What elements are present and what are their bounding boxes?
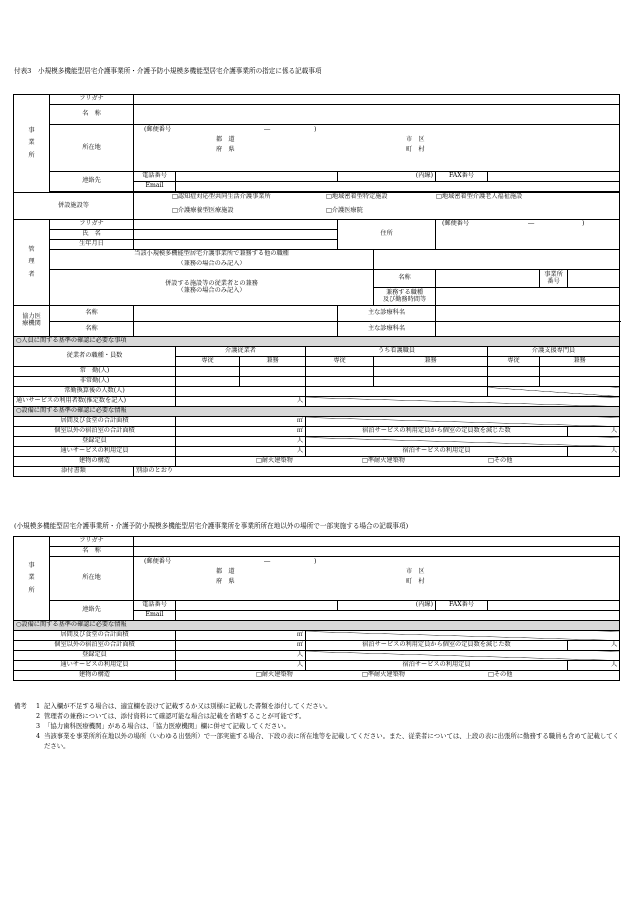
touroku-blank <box>306 437 620 447</box>
kyoryoku-shinryo1-label: 主な診療科名 <box>338 306 436 322</box>
kennmu2-label: 併設する施設等の従業者との兼務 （兼務の場合のみ記入） <box>50 270 374 306</box>
branch-fax-label: FAX番号 <box>436 601 488 611</box>
kyoryoku-label: 協力医 療機関 <box>14 306 50 337</box>
fax-field[interactable] <box>488 172 620 182</box>
kennmu1-label-b: （兼務の場合のみ記入） <box>50 260 374 270</box>
kaigo-kenmu-jokin[interactable] <box>240 367 306 377</box>
heisetsu-row1 <box>134 193 620 206</box>
kanri-name-label: 氏 名 <box>50 230 134 240</box>
note-text: 「協力歯科医療機関」がある場合は、「協力医療機関」欄に併せて記載してください。 <box>44 721 291 730</box>
kyoryoku-name1-label: 名称 <box>50 306 134 322</box>
kaigo-senju-jokin[interactable] <box>176 367 240 377</box>
branch-ext-label: (内線) <box>338 601 436 611</box>
branch-email-field[interactable] <box>176 611 620 621</box>
jokin-label: 常 勤(人) <box>14 367 176 377</box>
ext-label: (内線) <box>338 172 436 182</box>
note-num: 3 <box>36 721 41 730</box>
heisetsu-opt4[interactable]: □介護療養型医療施設 <box>172 206 234 214</box>
notes-label: 備考 <box>14 702 27 710</box>
branch-shukuhaku-teiin-label: 宿泊サービスの利用定員 <box>306 661 568 671</box>
kayoi-label: 通いサービスの利用者数(推定数を記入) <box>14 397 176 407</box>
branch-furigana-label: フリガナ <box>50 537 134 547</box>
shien-kanzan-blank <box>488 387 620 397</box>
kennmu1-field[interactable] <box>374 250 620 270</box>
kanri-postal-dash: ― <box>528 220 535 227</box>
kayoi-blank <box>306 397 620 407</box>
branch-ima-blank <box>306 631 620 641</box>
tenpu-label: 添付書類 <box>14 467 134 477</box>
branch-furigana-field[interactable] <box>134 537 620 547</box>
shien-kenmu-hijokin[interactable] <box>540 377 620 387</box>
kayoi-teiin-label: 通いサービスの利用定員 <box>14 447 176 457</box>
note-row-3 <box>14 722 620 732</box>
heisetsu-row2 <box>134 206 620 220</box>
kaigo-senju-hijokin[interactable] <box>176 377 240 387</box>
kango-senju-hijokin[interactable] <box>306 377 374 387</box>
branch-tel-label: 電話番号 <box>134 601 176 611</box>
address-field[interactable] <box>134 125 620 172</box>
note-text: 記入欄が不足する場合は、適宜欄を設けて記載するか又は別様に記載した書類を添付してください。 <box>44 702 332 710</box>
shokushu-field[interactable] <box>436 288 620 306</box>
kango-header: うち看護職員 <box>306 347 488 357</box>
sub-title: (小規模多機能型居宅介護事業所・介護予防小規模多機能型居宅介護事業所を事業所所在地以外の場所で一部実施する場合の記載事項) <box>14 522 409 530</box>
kayoi-unit[interactable]: 人 <box>176 397 306 407</box>
kaigo-kanzan[interactable] <box>176 387 306 397</box>
kayoi-teiin-field[interactable]: 人 <box>176 447 306 457</box>
kaigo-senju: 専従 <box>176 357 240 367</box>
contact-label: 連絡先 <box>50 172 134 192</box>
kyoryoku-name1-field[interactable] <box>134 306 338 322</box>
kaigo-kenmu-hijokin[interactable] <box>240 377 306 387</box>
kouzou-opt3[interactable]: □その他 <box>488 457 513 464</box>
notes <box>14 702 620 752</box>
shukuhaku-field[interactable]: ㎡ <box>176 427 306 437</box>
kanri-postal-close: ) <box>582 220 585 227</box>
postal-label: (郵便番号 <box>144 126 172 133</box>
kanri-furigana-label: フリガナ <box>50 220 134 230</box>
branch-kouzou-opt3[interactable]: □その他 <box>488 671 513 678</box>
branch-postal-close: ) <box>314 558 317 565</box>
kanri-furigana-field[interactable] <box>134 220 338 230</box>
heisetsu-opt1[interactable]: □認知症対応型共同生活介護事業所 <box>172 193 271 200</box>
note-num: 4 <box>36 731 41 740</box>
branch-kouzou-opt1[interactable]: □耐火建築物 <box>256 671 293 678</box>
name-field[interactable] <box>134 105 620 125</box>
shiku-label: 市 区 <box>406 136 425 143</box>
branch-chouson-label: 町 村 <box>406 578 425 585</box>
bango-field[interactable] <box>568 270 620 288</box>
branch-kouzou-options <box>176 671 620 681</box>
kango-kanzan[interactable] <box>306 387 488 397</box>
tenpu-value: 別添のとおり <box>134 467 620 477</box>
branch-shukuhaku-label: 個室以外の宿泊室の合計面積 <box>14 641 176 651</box>
branch-address-field[interactable] <box>134 557 620 601</box>
branch-shukuhaku-note-field[interactable]: 人 <box>568 641 620 651</box>
branch-kayoi-teiin-label: 通いサービスの利用定員 <box>14 661 176 671</box>
branch-name-field[interactable] <box>134 547 620 557</box>
branch-jigyosho-label: 事 業 所 <box>14 537 50 621</box>
branch-fax-field[interactable] <box>488 601 620 611</box>
heisetsu-opt2[interactable]: □地域密着型特定施設 <box>326 193 388 200</box>
shokushu-label: 兼務する職種 及び勤務時間等 <box>374 288 436 306</box>
kouzou-opt2[interactable]: □準耐火建築物 <box>362 457 405 464</box>
branch-kouzou-label: 建物の構造 <box>14 671 176 681</box>
branch-form-table <box>13 536 619 681</box>
fuken-label: 府 県 <box>216 146 235 153</box>
branch-shukuhaku-teiin-field[interactable]: 人 <box>568 661 620 671</box>
tel-field[interactable] <box>176 172 338 182</box>
touroku-label: 登録定員 <box>14 437 176 447</box>
kango-senju: 専従 <box>306 357 374 367</box>
shukuhaku-teiin-field[interactable]: 人 <box>568 447 620 457</box>
kanri-name2-label: 名称 <box>374 270 436 288</box>
kouzou-options <box>176 457 620 467</box>
branch-setsubi-section-header: ○設備に関する基準の確認に必要な情報 <box>14 621 620 631</box>
branch-ima-label: 居間及び食堂の合計面積 <box>14 631 176 641</box>
shien-senju: 専従 <box>488 357 540 367</box>
furigana-label: フリガナ <box>50 95 134 105</box>
shien-kenmu-jokin[interactable] <box>540 367 620 377</box>
shien-senju-jokin[interactable] <box>488 367 540 377</box>
shukuhaku-label: 個室以外の宿泊室の合計面積 <box>14 427 176 437</box>
postal-close: ) <box>314 126 317 133</box>
hijokin-label: 非常勤(人) <box>14 377 176 387</box>
name-label: 名 称 <box>50 105 134 125</box>
heisetsu-label: 併設施設等 <box>14 193 134 220</box>
branch-todo-label: 都 道 <box>216 568 235 575</box>
touroku-field[interactable]: 人 <box>176 437 306 447</box>
kaigo-kenmu: 兼務 <box>240 357 306 367</box>
branch-email-label: Email <box>134 611 176 621</box>
note-num: 1 <box>36 702 41 710</box>
kyoryoku-shinryo2-label: 主な診療科名 <box>338 322 436 337</box>
kyoryoku-shinryo1-field[interactable] <box>436 306 620 322</box>
note-row-2 <box>14 712 620 722</box>
branch-touroku-field[interactable]: 人 <box>176 651 306 661</box>
note-text: 管理者の兼務については、添付資料にて確認可能な場合は記載を省略することが可能です。 <box>44 711 306 720</box>
note-row-4 <box>14 732 620 752</box>
shukuhaku-teiin-label: 宿泊サービスの利用定員 <box>306 447 568 457</box>
furigana-field[interactable] <box>134 95 620 105</box>
kaigo-header: 介護従業者 <box>176 347 306 357</box>
staff-section-header: ○人員に関する基準の確認に必要な事項 <box>14 337 620 347</box>
kanri-name-field[interactable] <box>134 230 338 240</box>
kango-kenmu-hijokin[interactable] <box>374 377 488 387</box>
note-num: 2 <box>36 711 41 720</box>
branch-name-label: 名 称 <box>50 547 134 557</box>
main-form-table <box>13 94 619 477</box>
branch-kouzou-opt2[interactable]: □準耐火建築物 <box>362 671 405 678</box>
page-title: 付表3 小規模多機能型居宅介護事業所・介護予防小規模多機能型居宅介護事業所の指定に係る記載事項 <box>14 67 322 75</box>
kouzou-opt1[interactable]: □耐火建築物 <box>256 457 293 464</box>
jigyosho-label: 事 業 所 <box>14 95 50 193</box>
branch-contact-label: 連絡先 <box>50 601 134 621</box>
branch-tel-field[interactable] <box>176 601 338 611</box>
kennmu1-label-a: 当該小規模多機能型居宅介護事業所で兼務する他の職種 <box>50 250 374 260</box>
shukuhaku-note: 宿泊サービスの利用定員から個室の定員数を減じた数 <box>306 427 568 437</box>
kanri-address-label: 住所 <box>338 220 436 250</box>
kanri-label: 管 理 者 <box>14 220 50 306</box>
shien-header: 介護支援専門員 <box>488 347 620 357</box>
kanzan-label: 常勤換算後の人数(人) <box>14 387 176 397</box>
branch-kayoi-teiin-field[interactable]: 人 <box>176 661 306 671</box>
postal-dash: ― <box>264 126 271 133</box>
fax-label: FAX番号 <box>436 172 488 182</box>
shien-kenmu: 兼務 <box>540 357 620 367</box>
branch-shukuhaku-note: 宿泊サービスの利用定員から個室の定員数を減じた数 <box>306 641 568 651</box>
branch-postal-label: (郵便番号 <box>144 558 172 565</box>
branch-touroku-label: 登録定員 <box>14 651 176 661</box>
ima-label: 居間及び食堂の合計面積 <box>14 417 176 427</box>
branch-ima-field[interactable]: ㎡ <box>176 631 306 641</box>
shukuhaku-note-field[interactable]: 人 <box>568 427 620 437</box>
setsubi-section-header: ○設備に関する基準の確認に必要な情報 <box>14 407 620 417</box>
todo-label: 都 道 <box>216 136 235 143</box>
kyoryoku-name2-label: 名称 <box>50 322 134 337</box>
kyoryoku-shinryo2-field[interactable] <box>436 322 620 337</box>
shien-senju-hijokin[interactable] <box>488 377 540 387</box>
branch-shukuhaku-field[interactable]: ㎡ <box>176 641 306 651</box>
branch-fuken-label: 府 県 <box>216 578 235 585</box>
address-label: 所在地 <box>50 125 134 172</box>
kango-kenmu: 兼務 <box>374 357 488 367</box>
note-row-1 <box>14 702 620 712</box>
kanri-postal-label: (郵便番号 <box>442 220 470 227</box>
staff-row-head: 従業者の職種・員数 <box>14 347 176 367</box>
email-field[interactable] <box>176 182 620 192</box>
kango-senju-jokin[interactable] <box>306 367 374 377</box>
branch-address-label: 所在地 <box>50 557 134 601</box>
heisetsu-opt5[interactable]: □介護医療院 <box>326 206 363 214</box>
ima-blank <box>306 417 620 427</box>
chouson-label: 町 村 <box>406 146 425 153</box>
kanri-birth-field[interactable] <box>134 240 338 250</box>
tel-label: 電話番号 <box>134 172 176 182</box>
heisetsu-opt3[interactable]: □地域密着型介護老人福祉施設 <box>436 193 523 200</box>
bango-label: 事業所 番号 <box>540 270 568 288</box>
kouzou-label: 建物の構造 <box>14 457 176 467</box>
kanri-birth-label: 生年月日 <box>50 240 134 250</box>
kyoryoku-name2-field[interactable] <box>134 322 338 337</box>
branch-shiku-label: 市 区 <box>406 568 425 575</box>
note-text: 当該事業を事業所所在地以外の場所（いわゆる出張所）で一部実施する場合、下段の表に所在地等を記載してください。また、従業者については、上段の表に出張所に勤務する職員も含めて記載してください。 <box>44 731 620 750</box>
kanri-address-field[interactable] <box>436 220 620 250</box>
kango-kenmu-jokin[interactable] <box>374 367 488 377</box>
branch-postal-dash: ― <box>264 558 271 565</box>
ima-field[interactable]: ㎡ <box>176 417 306 427</box>
email-label: Email <box>134 182 176 192</box>
branch-touroku-blank <box>306 651 620 661</box>
kanri-name2-field[interactable] <box>436 270 540 288</box>
